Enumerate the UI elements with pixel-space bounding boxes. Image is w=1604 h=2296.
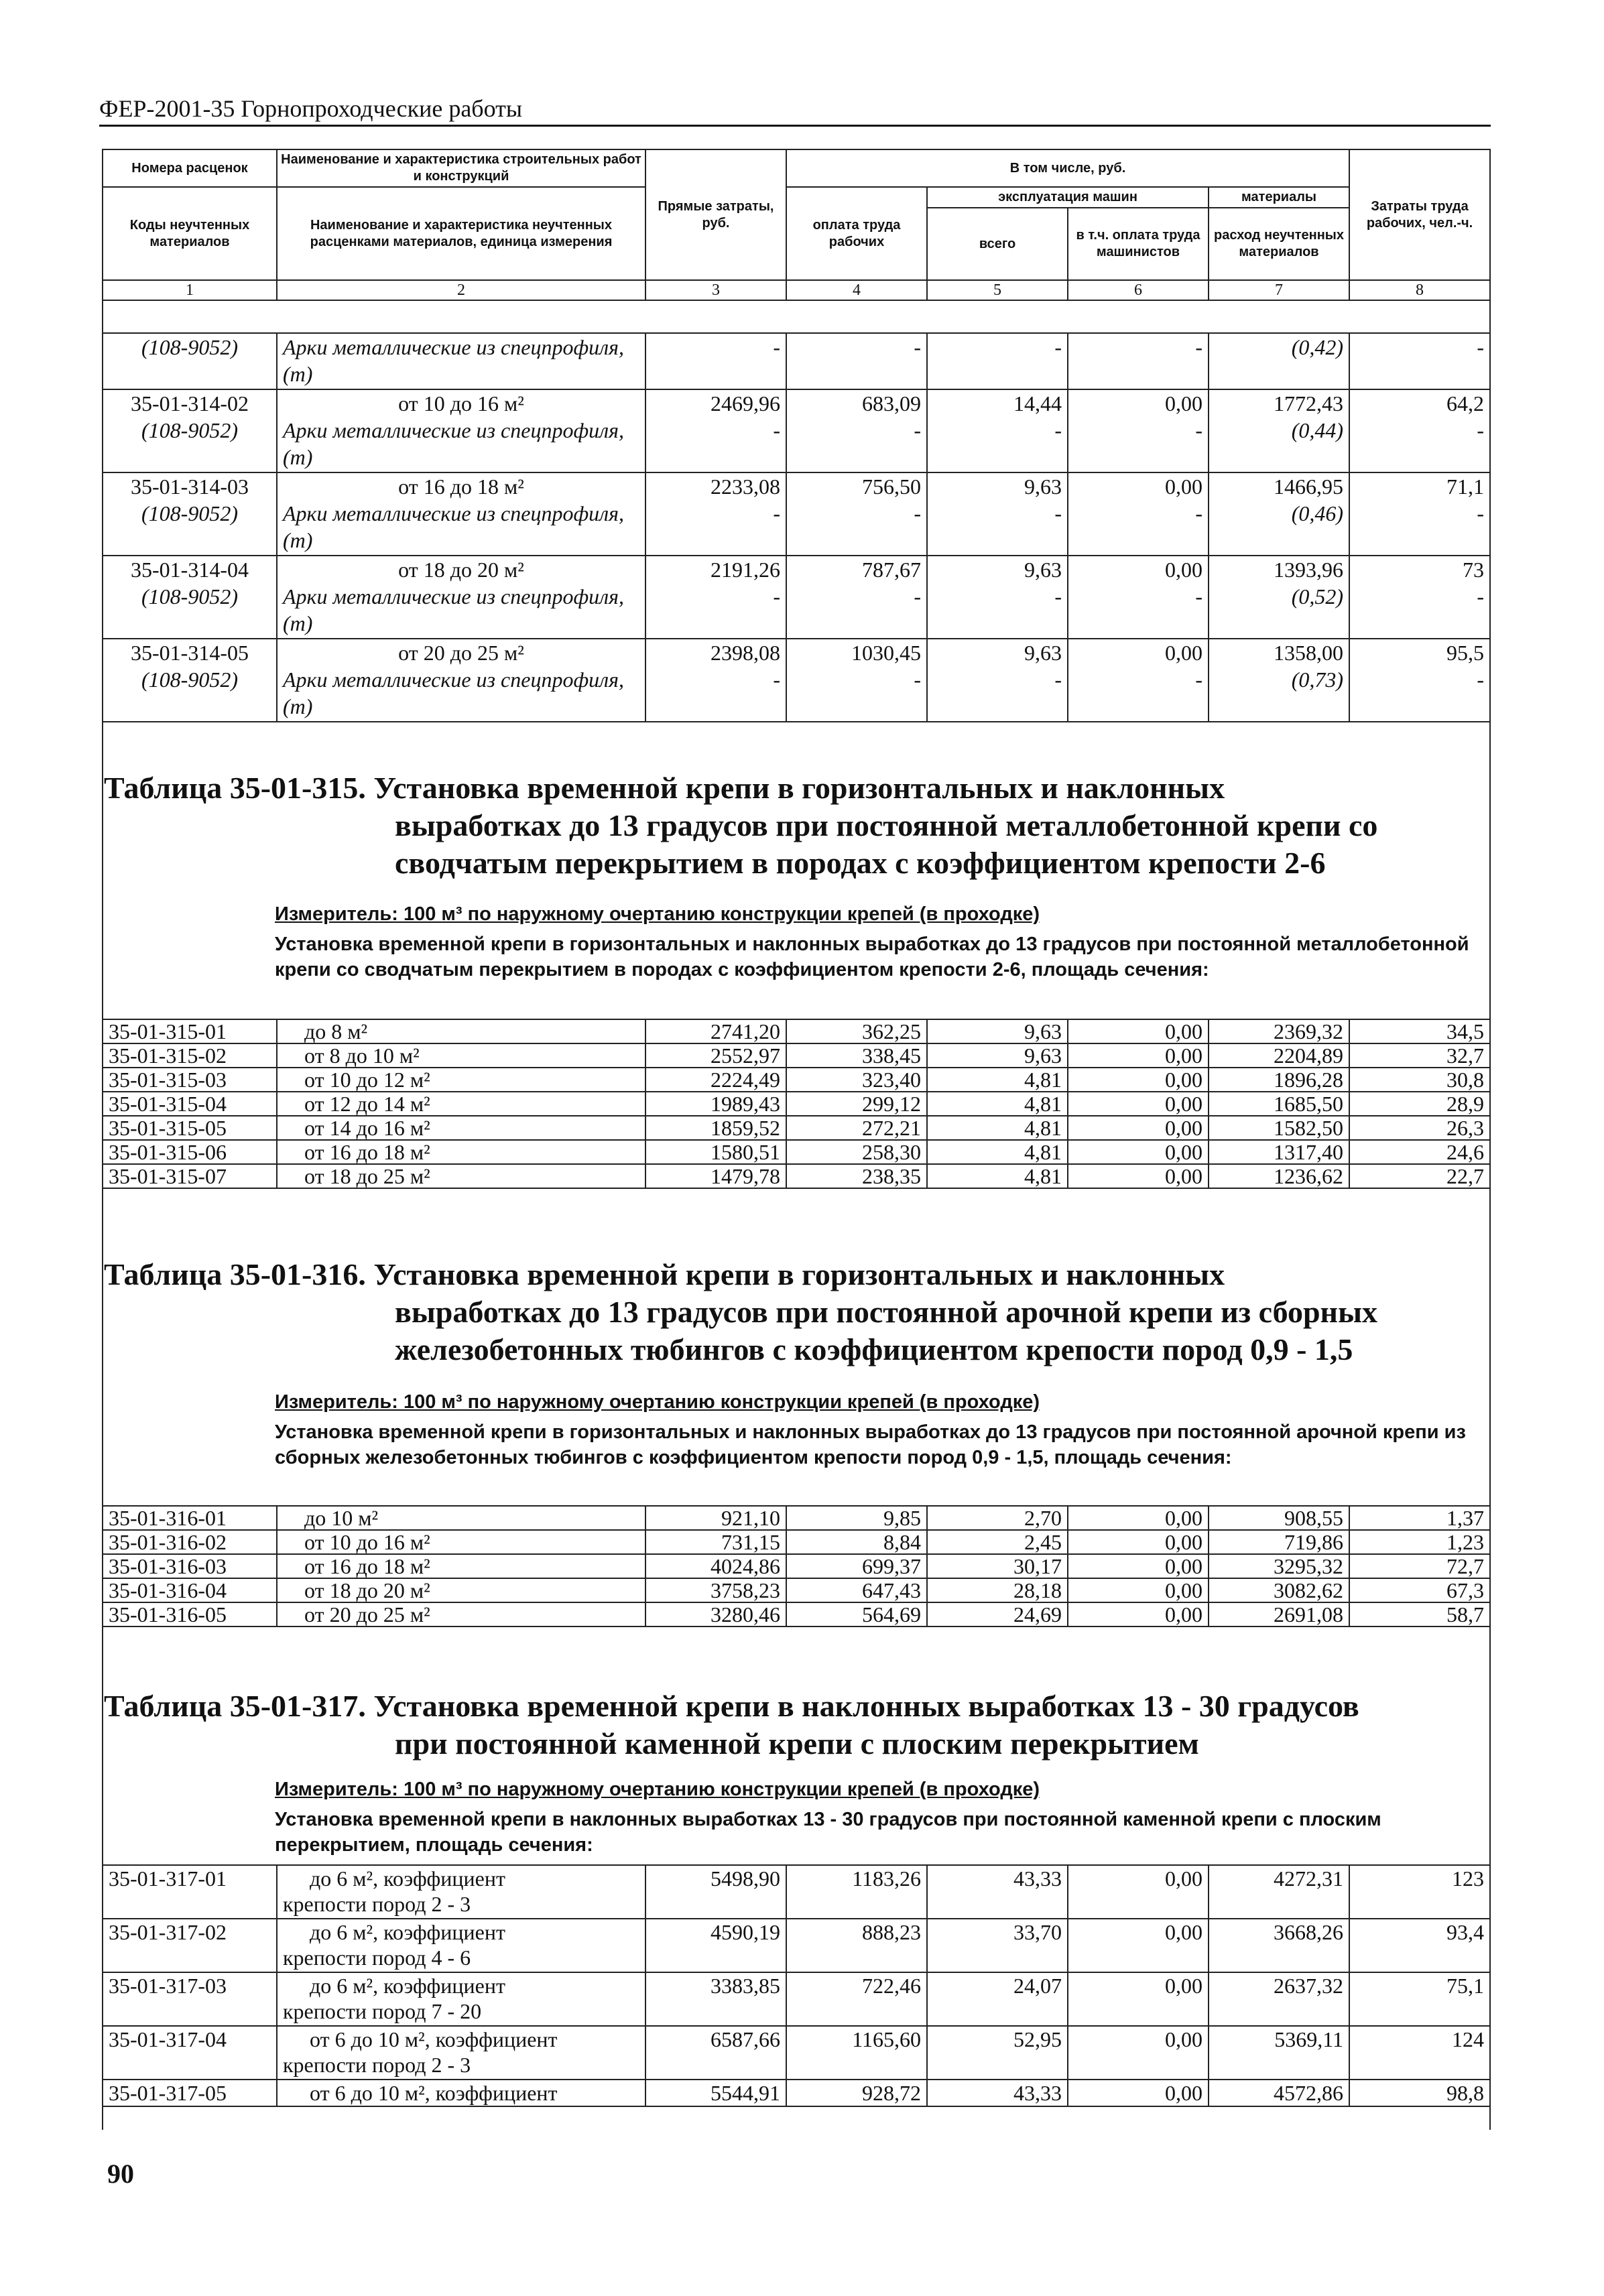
header-work-name: Наименование и характеристика строительных работ и конструкций xyxy=(277,149,645,187)
machines-total: - xyxy=(927,666,1068,722)
header-direct-costs: Прямые затраты, руб. xyxy=(645,149,786,280)
materials-cost: 3668,26 xyxy=(1209,1919,1349,1972)
machines-total: 9,63 xyxy=(927,639,1068,666)
rate-code: 35-01-315-01 xyxy=(103,1019,277,1043)
labor-pay: 756,50 xyxy=(786,472,927,500)
table-row xyxy=(103,1972,1490,2026)
machinist-pay: - xyxy=(1068,333,1209,389)
machines-total: 4,81 xyxy=(927,1140,1068,1164)
labor-pay: 564,69 xyxy=(786,1602,927,1627)
materials-cost: 4272,31 xyxy=(1209,1865,1349,1919)
machinist-pay: 0,00 xyxy=(1068,1578,1209,1602)
page-header: ФЕР-2001-35 Горнопроходческие работы xyxy=(99,94,1491,127)
rate-name: от 16 до 18 м² xyxy=(277,1554,645,1578)
materials-cost: 1393,96 xyxy=(1209,556,1349,583)
labor-hours: 93,4 xyxy=(1349,1919,1490,1972)
rate-code: 35-01-317-03 xyxy=(103,1972,277,2026)
material-name: Арки металлические из спецпрофиля, (т) xyxy=(277,417,645,472)
labor-hours: 24,6 xyxy=(1349,1140,1490,1164)
direct-cost: - xyxy=(645,583,786,639)
column-header-table xyxy=(102,149,1491,301)
labor-hours: - xyxy=(1349,333,1490,389)
labor-pay: 8,84 xyxy=(786,1530,927,1554)
labor-pay: 272,21 xyxy=(786,1116,927,1140)
table-317 xyxy=(102,1864,1491,2107)
table-row xyxy=(103,556,1490,583)
rate-code: 35-01-315-06 xyxy=(103,1140,277,1164)
machines-total: 14,44 xyxy=(927,389,1068,417)
header-labor-hours: Затраты труда рабочих, чел.-ч. xyxy=(1349,149,1490,280)
labor-hours: 72,7 xyxy=(1349,1554,1490,1578)
rate-code: 35-01-314-03 xyxy=(103,472,277,500)
header-material-name: Наименование и характеристика неучтенных расценками материалов, единица измерения xyxy=(277,187,645,280)
direct-cost: 2233,08 xyxy=(645,472,786,500)
labor-hours: 30,8 xyxy=(1349,1068,1490,1092)
material-usage: (0,44) xyxy=(1209,417,1349,472)
table-row xyxy=(103,2080,1490,2106)
rate-name: до 8 м² xyxy=(277,1019,645,1043)
material-row xyxy=(103,500,1490,556)
direct-cost: 921,10 xyxy=(645,1506,786,1530)
labor-pay: - xyxy=(786,666,927,722)
rate-code: 35-01-316-05 xyxy=(103,1602,277,1627)
machines-total: 24,69 xyxy=(927,1602,1068,1627)
direct-cost: 3383,85 xyxy=(645,1972,786,2026)
rate-name: от 18 до 20 м² xyxy=(277,556,645,583)
labor-hours: - xyxy=(1349,500,1490,556)
machinist-pay: 0,00 xyxy=(1068,556,1209,583)
rate-code: 35-01-317-01 xyxy=(103,1865,277,1919)
materials-cost: 1582,50 xyxy=(1209,1116,1349,1140)
rate-code: 35-01-315-03 xyxy=(103,1068,277,1092)
labor-pay: 1183,26 xyxy=(786,1865,927,1919)
table-row xyxy=(103,1164,1490,1188)
rate-name xyxy=(277,2026,645,2080)
machinist-pay: 0,00 xyxy=(1068,639,1209,666)
labor-pay: 9,85 xyxy=(786,1506,927,1530)
direct-cost: 6587,66 xyxy=(645,2026,786,2080)
machinist-pay: - xyxy=(1068,666,1209,722)
header-material-codes: Коды неучтенных материалов xyxy=(103,187,277,280)
header-machines-total: всего xyxy=(927,208,1068,280)
rate-name: от 10 до 16 м² xyxy=(277,389,645,417)
table-row xyxy=(103,472,1490,500)
direct-cost: - xyxy=(645,417,786,472)
rate-code: 35-01-316-03 xyxy=(103,1554,277,1578)
rate-name-line2: крепости пород 4 - 6 xyxy=(283,1946,471,1970)
labor-pay: 699,37 xyxy=(786,1554,927,1578)
machinist-pay: - xyxy=(1068,417,1209,472)
direct-cost: - xyxy=(645,666,786,722)
machinist-pay: 0,00 xyxy=(1068,1554,1209,1578)
rate-name: от 10 до 16 м² xyxy=(277,1530,645,1554)
labor-hours: 26,3 xyxy=(1349,1116,1490,1140)
table-314-continued xyxy=(102,332,1491,722)
rate-code: 35-01-315-02 xyxy=(103,1043,277,1068)
material-usage: (0,42) xyxy=(1209,333,1349,389)
rate-name: от 18 до 20 м² xyxy=(277,1578,645,1602)
rate-code: 35-01-315-07 xyxy=(103,1164,277,1188)
rate-name-line2: крепости пород 2 - 3 xyxy=(283,2053,471,2077)
rate-name: от 14 до 16 м² xyxy=(277,1116,645,1140)
material-row xyxy=(103,417,1490,472)
rate-code: 35-01-316-04 xyxy=(103,1578,277,1602)
direct-cost: 4590,19 xyxy=(645,1919,786,1972)
labor-pay: 787,67 xyxy=(786,556,927,583)
labor-pay: 928,72 xyxy=(786,2080,927,2106)
machinist-pay: - xyxy=(1068,583,1209,639)
labor-hours: 28,9 xyxy=(1349,1092,1490,1116)
col-num: 3 xyxy=(645,280,786,300)
machines-total: 33,70 xyxy=(927,1919,1068,1972)
machines-total: 52,95 xyxy=(927,2026,1068,2080)
rate-code: 35-01-317-02 xyxy=(103,1919,277,1972)
rate-code: 35-01-316-02 xyxy=(103,1530,277,1554)
direct-cost: 1989,43 xyxy=(645,1092,786,1116)
machines-total: 9,63 xyxy=(927,1043,1068,1068)
material-name: Арки металлические из спецпрофиля, (т) xyxy=(277,333,645,389)
labor-pay: - xyxy=(786,417,927,472)
table-row xyxy=(103,1602,1490,1627)
labor-hours: 1,23 xyxy=(1349,1530,1490,1554)
machines-total: - xyxy=(927,583,1068,639)
labor-hours: 73 xyxy=(1349,556,1490,583)
table-title-continuation: выработках до 13 градусов при постоянной металлобетонной крепи со сводчатым перекрытием в породах с коэффициентом крепости 2-6 xyxy=(395,808,1378,880)
machinist-pay: 0,00 xyxy=(1068,1865,1209,1919)
col-num: 4 xyxy=(786,280,927,300)
machines-total: - xyxy=(927,417,1068,472)
labor-pay: - xyxy=(786,333,927,389)
machinist-pay: 0,00 xyxy=(1068,1140,1209,1164)
labor-hours: 98,8 xyxy=(1349,2080,1490,2106)
machines-total: 4,81 xyxy=(927,1164,1068,1188)
material-name: Арки металлические из спецпрофиля, (т) xyxy=(277,666,645,722)
direct-cost: 2552,97 xyxy=(645,1043,786,1068)
machinist-pay: - xyxy=(1068,500,1209,556)
labor-pay: 1165,60 xyxy=(786,2026,927,2080)
materials-cost: 719,86 xyxy=(1209,1530,1349,1554)
machines-total: 28,18 xyxy=(927,1578,1068,1602)
table-row xyxy=(103,1506,1490,1530)
machinist-pay: 0,00 xyxy=(1068,1164,1209,1188)
materials-cost: 1317,40 xyxy=(1209,1140,1349,1164)
machinist-pay: 0,00 xyxy=(1068,1919,1209,1972)
material-code: (108-9052) xyxy=(103,333,277,389)
direct-cost: 1580,51 xyxy=(645,1140,786,1164)
rate-name-line1: до 6 м², коэффициент xyxy=(310,1920,505,1944)
table-316-description: Установка временной крепи в горизонтальных и наклонных выработках до 13 градусов при постоянной арочной крепи из сборных железобетонных тюбингов с коэффициентом крепости пород 0,9 - 1,5, площадь сечения: xyxy=(275,1421,1466,1468)
machines-total: 2,45 xyxy=(927,1530,1068,1554)
machinist-pay: 0,00 xyxy=(1068,1068,1209,1092)
materials-cost: 4572,86 xyxy=(1209,2080,1349,2106)
table-row xyxy=(103,1068,1490,1092)
table-316 xyxy=(102,1505,1491,1627)
rate-name-line1: от 6 до 10 м², коэффициент xyxy=(310,2081,558,2105)
table-row xyxy=(103,1578,1490,1602)
labor-pay: 1030,45 xyxy=(786,639,927,666)
materials-cost: 908,55 xyxy=(1209,1506,1349,1530)
machinist-pay: 0,00 xyxy=(1068,1019,1209,1043)
header-including: В том числе, руб. xyxy=(786,149,1349,187)
materials-cost: 2204,89 xyxy=(1209,1043,1349,1068)
labor-hours: 1,37 xyxy=(1349,1506,1490,1530)
col-num: 1 xyxy=(103,280,277,300)
labor-hours: 64,2 xyxy=(1349,389,1490,417)
table-row xyxy=(103,389,1490,417)
direct-cost: 3758,23 xyxy=(645,1578,786,1602)
rate-code: 35-01-317-04 xyxy=(103,2026,277,2080)
materials-cost: 2691,08 xyxy=(1209,1602,1349,1627)
machinist-pay: 0,00 xyxy=(1068,1506,1209,1530)
header-materials: материалы xyxy=(1209,187,1349,208)
machinist-pay: 0,00 xyxy=(1068,1972,1209,2026)
machinist-pay: 0,00 xyxy=(1068,1530,1209,1554)
labor-pay: 338,45 xyxy=(786,1043,927,1068)
machinist-pay: 0,00 xyxy=(1068,389,1209,417)
labor-hours: 123 xyxy=(1349,1865,1490,1919)
labor-hours: - xyxy=(1349,583,1490,639)
rate-code: 35-01-314-04 xyxy=(103,556,277,583)
labor-pay: 323,40 xyxy=(786,1068,927,1092)
header-material-usage: расход неучтенных материалов xyxy=(1209,208,1349,280)
materials-cost: 1772,43 xyxy=(1209,389,1349,417)
table-315-meter: Измеритель: 100 м³ по наружному очертанию конструкции крепей (в проходке) xyxy=(275,903,1040,925)
rate-name xyxy=(277,1972,645,2026)
direct-cost: - xyxy=(645,500,786,556)
machines-total: 9,63 xyxy=(927,556,1068,583)
material-name: Арки металлические из спецпрофиля, (т) xyxy=(277,500,645,556)
machinist-pay: 0,00 xyxy=(1068,1092,1209,1116)
direct-cost: 4024,86 xyxy=(645,1554,786,1578)
rate-code: 35-01-317-05 xyxy=(103,2080,277,2106)
labor-hours: 34,5 xyxy=(1349,1019,1490,1043)
labor-pay: - xyxy=(786,500,927,556)
labor-pay: - xyxy=(786,583,927,639)
labor-hours: 124 xyxy=(1349,2026,1490,2080)
header-machinist-pay: в т.ч. оплата труда машинистов xyxy=(1068,208,1209,280)
table-317-description: Установка временной крепи в наклонных выработках 13 - 30 градусов при постоянной каменной крепи с плоским перекрытием, площадь сечения: xyxy=(275,1809,1381,1856)
materials-cost: 3082,62 xyxy=(1209,1578,1349,1602)
direct-cost: 2469,96 xyxy=(645,389,786,417)
header-labor-pay: оплата труда рабочих xyxy=(786,187,927,280)
labor-hours: - xyxy=(1349,417,1490,472)
labor-pay: 238,35 xyxy=(786,1164,927,1188)
table-row xyxy=(103,1140,1490,1164)
material-usage: (0,52) xyxy=(1209,583,1349,639)
rate-name: от 20 до 25 м² xyxy=(277,1602,645,1627)
col-num: 6 xyxy=(1068,280,1209,300)
table-row xyxy=(103,1043,1490,1068)
rate-name: от 10 до 12 м² xyxy=(277,1068,645,1092)
materials-cost: 5369,11 xyxy=(1209,2026,1349,2080)
rate-code: 35-01-314-05 xyxy=(103,639,277,666)
material-code: (108-9052) xyxy=(103,583,277,639)
rate-name xyxy=(277,2080,645,2106)
materials-cost: 1896,28 xyxy=(1209,1068,1349,1092)
col-num: 7 xyxy=(1209,280,1349,300)
rate-name-line2: крепости пород 2 - 3 xyxy=(283,1892,471,1916)
machines-total: 43,33 xyxy=(927,2080,1068,2106)
direct-cost: 2191,26 xyxy=(645,556,786,583)
labor-hours: - xyxy=(1349,666,1490,722)
labor-hours: 32,7 xyxy=(1349,1043,1490,1068)
direct-cost: 5498,90 xyxy=(645,1865,786,1919)
labor-pay: 258,30 xyxy=(786,1140,927,1164)
machinist-pay: 0,00 xyxy=(1068,1116,1209,1140)
labor-hours: 58,7 xyxy=(1349,1602,1490,1627)
materials-cost: 2369,32 xyxy=(1209,1019,1349,1043)
labor-pay: 647,43 xyxy=(786,1578,927,1602)
direct-cost: 2398,08 xyxy=(645,639,786,666)
materials-cost: 1466,95 xyxy=(1209,472,1349,500)
labor-hours: 22,7 xyxy=(1349,1164,1490,1188)
machinist-pay: 0,00 xyxy=(1068,1043,1209,1068)
rate-name xyxy=(277,1919,645,1972)
machines-total: 4,81 xyxy=(927,1068,1068,1092)
rate-name: до 10 м² xyxy=(277,1506,645,1530)
table-row xyxy=(103,1530,1490,1554)
labor-hours: 75,1 xyxy=(1349,1972,1490,2026)
rate-name: от 16 до 18 м² xyxy=(277,1140,645,1164)
labor-pay: 722,46 xyxy=(786,1972,927,2026)
machines-total: 9,63 xyxy=(927,1019,1068,1043)
table-row xyxy=(103,1116,1490,1140)
machines-total: 30,17 xyxy=(927,1554,1068,1578)
table-row xyxy=(103,1865,1490,1919)
rate-name-line1: до 6 м², коэффициент xyxy=(310,1974,505,1998)
machines-total: 24,07 xyxy=(927,1972,1068,2026)
material-row xyxy=(103,333,1490,389)
machines-total: 4,81 xyxy=(927,1116,1068,1140)
rate-name: от 12 до 14 м² xyxy=(277,1092,645,1116)
rate-name: от 16 до 18 м² xyxy=(277,472,645,500)
materials-cost: 1685,50 xyxy=(1209,1092,1349,1116)
labor-hours: 71,1 xyxy=(1349,472,1490,500)
materials-cost: 3295,32 xyxy=(1209,1554,1349,1578)
table-315 xyxy=(102,1019,1491,1189)
labor-pay: 299,12 xyxy=(786,1092,927,1116)
direct-cost: 5544,91 xyxy=(645,2080,786,2106)
col-num: 2 xyxy=(277,280,645,300)
machines-total: - xyxy=(927,500,1068,556)
table-315-title xyxy=(104,769,1491,882)
direct-cost: 1479,78 xyxy=(645,1164,786,1188)
table-title-lead: Таблица 35-01-315. Установка временной крепи в горизонтальных и наклонных xyxy=(104,771,1225,805)
table-row xyxy=(103,2026,1490,2080)
labor-pay: 888,23 xyxy=(786,1919,927,1972)
page-number: 90 xyxy=(107,2159,134,2189)
table-title-continuation: выработках до 13 градусов при постоянной арочной крепи из сборных железобетонных тюбингов с коэффициентом крепости пород 0,9 - 1,5 xyxy=(395,1295,1377,1366)
rate-name: от 20 до 25 м² xyxy=(277,639,645,666)
rate-name: от 8 до 10 м² xyxy=(277,1043,645,1068)
rate-name xyxy=(277,1865,645,1919)
rate-name-line1: от 6 до 10 м², коэффициент xyxy=(310,2027,558,2051)
labor-hours: 95,5 xyxy=(1349,639,1490,666)
machines-total: 4,81 xyxy=(927,1092,1068,1116)
machines-total: 9,63 xyxy=(927,472,1068,500)
col-num: 8 xyxy=(1349,280,1490,300)
table-row xyxy=(103,1019,1490,1043)
rate-name-line2: крепости пород 7 - 20 xyxy=(283,1999,482,2023)
col-num: 5 xyxy=(927,280,1068,300)
material-usage: (0,73) xyxy=(1209,666,1349,722)
header-rate-numbers: Номера расценок xyxy=(103,149,277,187)
direct-cost: - xyxy=(645,333,786,389)
table-row xyxy=(103,1919,1490,1972)
table-317-meter: Измеритель: 100 м³ по наружному очертанию конструкции крепей (в проходке) xyxy=(275,1779,1040,1800)
table-316-meter: Измеритель: 100 м³ по наружному очертанию конструкции крепей (в проходке) xyxy=(275,1391,1040,1413)
materials-cost: 1236,62 xyxy=(1209,1164,1349,1188)
rate-code: 35-01-314-02 xyxy=(103,389,277,417)
direct-cost: 2741,20 xyxy=(645,1019,786,1043)
material-row xyxy=(103,583,1490,639)
machines-total: - xyxy=(927,333,1068,389)
table-317-title xyxy=(104,1687,1491,1763)
table-316-title xyxy=(104,1256,1491,1368)
table-title-lead: Таблица 35-01-316. Установка временной крепи в горизонтальных и наклонных xyxy=(104,1257,1225,1291)
labor-hours: 67,3 xyxy=(1349,1578,1490,1602)
rate-code: 35-01-315-04 xyxy=(103,1092,277,1116)
machinist-pay: 0,00 xyxy=(1068,2080,1209,2106)
table-title-continuation: при постоянной каменной крепи с плоским перекрытием xyxy=(395,1726,1199,1761)
direct-cost: 3280,46 xyxy=(645,1602,786,1627)
machines-total: 43,33 xyxy=(927,1865,1068,1919)
materials-cost: 1358,00 xyxy=(1209,639,1349,666)
rate-code: 35-01-316-01 xyxy=(103,1506,277,1530)
material-code: (108-9052) xyxy=(103,666,277,722)
header-machines: эксплуатация машин xyxy=(927,187,1209,208)
material-code: (108-9052) xyxy=(103,417,277,472)
machinist-pay: 0,00 xyxy=(1068,472,1209,500)
rate-name-line1: до 6 м², коэффициент xyxy=(310,1866,505,1891)
direct-cost: 731,15 xyxy=(645,1530,786,1554)
table-row xyxy=(103,1554,1490,1578)
material-row xyxy=(103,666,1490,722)
labor-pay: 683,09 xyxy=(786,389,927,417)
rate-name: от 18 до 25 м² xyxy=(277,1164,645,1188)
material-usage: (0,46) xyxy=(1209,500,1349,556)
table-row xyxy=(103,1092,1490,1116)
direct-cost: 2224,49 xyxy=(645,1068,786,1092)
machinist-pay: 0,00 xyxy=(1068,1602,1209,1627)
materials-cost: 2637,32 xyxy=(1209,1972,1349,2026)
rate-code: 35-01-315-05 xyxy=(103,1116,277,1140)
machines-total: 2,70 xyxy=(927,1506,1068,1530)
direct-cost: 1859,52 xyxy=(645,1116,786,1140)
labor-pay: 362,25 xyxy=(786,1019,927,1043)
table-315-description: Установка временной крепи в горизонтальных и наклонных выработках до 13 градусов при постоянной металлобетонной крепи со сводчатым перекрытием в породах с коэффициентом крепости 2-6, площадь сечения: xyxy=(275,934,1469,980)
material-code: (108-9052) xyxy=(103,500,277,556)
material-name: Арки металлические из спецпрофиля, (т) xyxy=(277,583,645,639)
table-row xyxy=(103,639,1490,666)
table-title-lead: Таблица 35-01-317. Установка временной крепи в наклонных выработках 13 - 30 градусов xyxy=(104,1689,1359,1723)
machinist-pay: 0,00 xyxy=(1068,2026,1209,2080)
